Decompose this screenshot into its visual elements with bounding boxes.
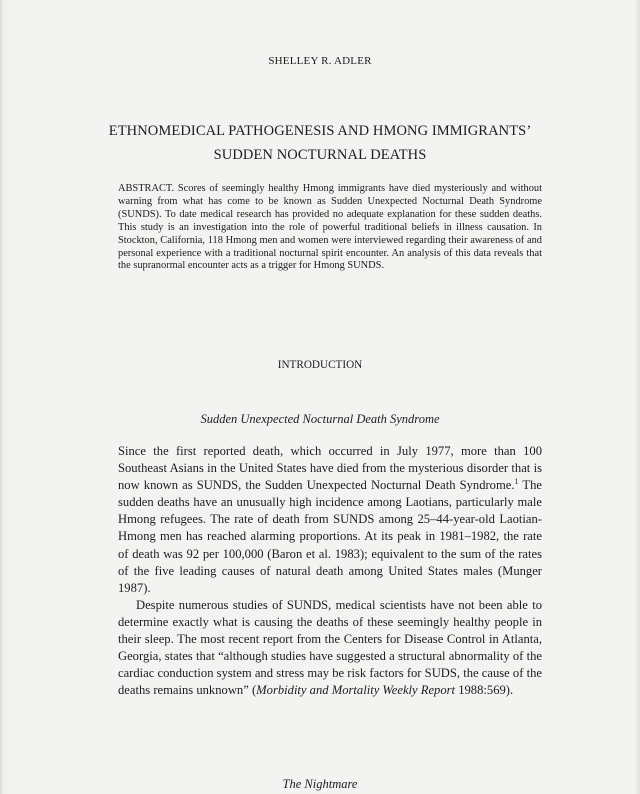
paragraph-1-text-b: The sudden deaths have an unusually high incidence among Laotians, particularly male Hmong refugees. The rate of death from SUNDS among 25–44-year-old Laotian-Hmong men has reached alarming proportions. At its peak in 1981–1982, the rate of death was 92 per 100,000 (Baron et al. 1983); equivalent to the sum of the rates of the five leading causes of natural death among United States males (Munger 1987). <box>118 478 542 595</box>
paragraph-1 <box>118 443 542 597</box>
body-text <box>118 443 542 699</box>
subsection-heading-nightmare: The Nightmare <box>282 777 358 791</box>
article-title <box>0 119 640 167</box>
paragraph-2-text-b: 1988:569). <box>455 683 514 698</box>
paragraph-1-text-a: Since the first reported death, which occurred in July 1977, more than 100 Southeast Asians in the United States have died from the mysterious disorder that is now known as SUNDS, the Sudden Unexpected Nocturnal Death Syndrome. <box>118 444 542 493</box>
title-line-2: SUDDEN NOCTURNAL DEATHS <box>213 147 427 163</box>
footnote-marker: 1 <box>514 477 519 487</box>
journal-citation: Morbidity and Mortality Weekly Report <box>256 683 456 698</box>
title-line-1: ETHNOMEDICAL PATHOGENESIS AND HMONG IMMIGRANTS’ <box>108 123 532 139</box>
subsection-heading: Sudden Unexpected Nocturnal Death Syndrome <box>200 412 440 426</box>
abstract-paragraph: ABSTRACT. Scores of seemingly healthy Hmong immigrants have died mysteriously and without warning from what has come to be known as Sudden Unexpected Nocturnal Death Syndrome (SUNDS). To date medical research has provided no adequate explanation for these sudden deaths. This study is an investigation into the role of powerful traditional beliefs in illness causation. In Stockton, California, 118 Hmong men and women were interviewed regarding their awareness of and personal experience with a traditional nocturnal spirit encounter. An analysis of this data reveals that the supranormal encounter acts as a trigger for Hmong SUNDS. <box>118 183 542 272</box>
running-header-author: SHELLEY R. ADLER <box>268 55 372 67</box>
paragraph-2-text-a: Despite numerous studies of SUNDS, medical scientists have not been able to determine exactly what is causing the deaths of these seemingly healthy people in their sleep. The most recent report from the Centers for Disease Control in Atlanta, Georgia, states that “although studies have suggested a structural abnormality of the cardiac conduction system and stress may be risk factors for SUDS, the cause of the deaths remains unknown” ( <box>118 597 542 698</box>
paragraph-2 <box>118 597 542 700</box>
section-heading-introduction: INTRODUCTION <box>277 359 363 371</box>
